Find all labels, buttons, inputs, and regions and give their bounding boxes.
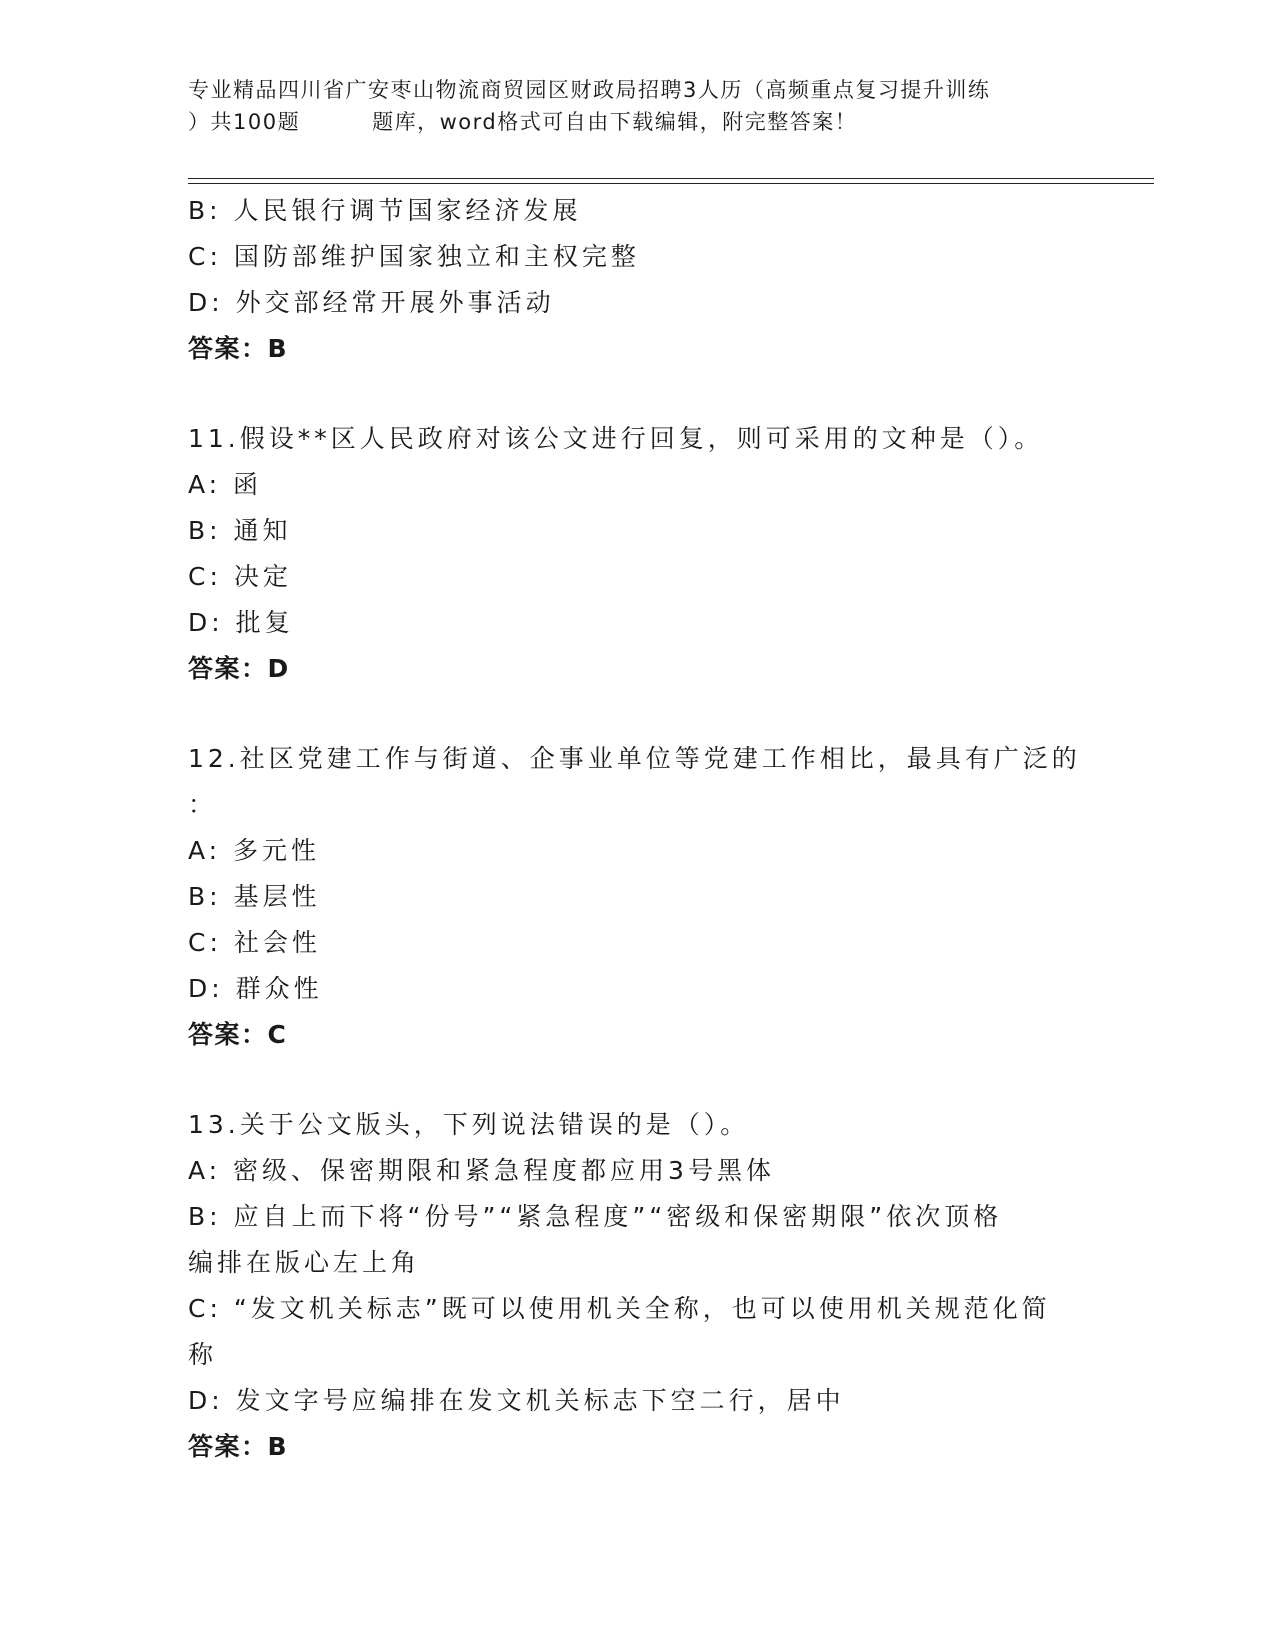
question-stem: 11.假设**区人民政府对该公文进行回复，则可采用的文种是（）。 <box>188 424 1044 453</box>
option-line: D: 发文字号应编排在发文机关标志下空二行，居中 <box>188 1386 845 1415</box>
question-stem-continuation: ： <box>188 790 218 819</box>
question-block-13 <box>188 1102 1088 1470</box>
question-stem: 12.社区党建工作与街道、企事业单位等党建工作相比，最具有广泛的 <box>188 744 1081 773</box>
question-block-prev <box>188 188 1088 372</box>
option-line: C: “发文机关标志”既可以使用机关全称，也可以使用机关规范化简 <box>188 1294 1051 1323</box>
option-line: B: 人民银行调节国家经济发展 <box>188 196 582 225</box>
answer-line: 答案：B <box>188 334 289 363</box>
option-line-continuation: 编排在版心左上角 <box>188 1248 421 1277</box>
option-line: C: 社会性 <box>188 928 321 957</box>
question-list <box>188 188 1088 1470</box>
header-line-2 <box>188 106 1088 138</box>
answer-line: 答案：C <box>188 1020 288 1049</box>
answer-line: 答案：D <box>188 654 290 683</box>
option-line: B: 应自上而下将“份号”“紧急程度”“密级和保密期限”依次顶格 <box>188 1202 1003 1231</box>
question-block-12 <box>188 736 1088 1058</box>
question-spacer <box>188 1058 1088 1102</box>
header-line-2-part-b: 题库，word格式可自由下载编辑，附完整答案！ <box>372 110 858 134</box>
header-line-2-part-a: ）共100题 <box>188 110 301 134</box>
option-line: A: 多元性 <box>188 836 321 865</box>
option-line: D: 群众性 <box>188 974 323 1003</box>
header-line-1: 专业精品四川省广安枣山物流商贸园区财政局招聘3人历（高频重点复习提升训练 <box>188 78 991 102</box>
option-line: B: 基层性 <box>188 882 321 911</box>
option-line: A: 函 <box>188 470 263 499</box>
option-line: B: 通知 <box>188 516 292 545</box>
header-rule-top <box>188 178 1154 179</box>
question-block-11 <box>188 416 1088 692</box>
question-stem: 13.关于公文版头，下列说法错误的是（）。 <box>188 1110 750 1139</box>
question-spacer <box>188 692 1088 736</box>
answer-line: 答案：B <box>188 1432 289 1461</box>
header-rule-bottom <box>188 183 1154 184</box>
option-line: C: 国防部维护国家独立和主权完整 <box>188 242 640 271</box>
question-spacer <box>188 372 1088 416</box>
document-header <box>188 74 1088 138</box>
option-line: D: 批复 <box>188 608 294 637</box>
option-line-continuation: 称 <box>188 1340 218 1369</box>
option-line: A: 密级、保密期限和紧急程度都应用3号黑体 <box>188 1156 775 1185</box>
option-line: C: 决定 <box>188 562 292 591</box>
option-line: D: 外交部经常开展外事活动 <box>188 288 555 317</box>
